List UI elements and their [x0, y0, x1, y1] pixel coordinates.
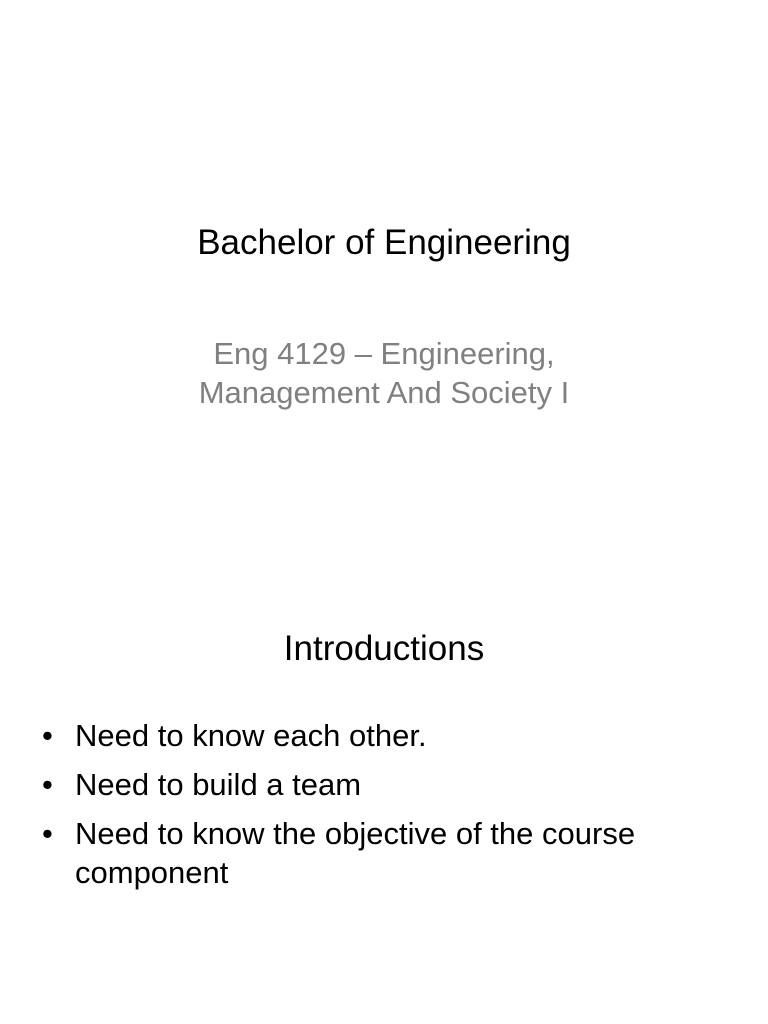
bullet-text: Need to build a team	[75, 767, 362, 802]
bullet-icon: •	[42, 718, 53, 753]
bullet-text: Need to know each other.	[75, 718, 427, 753]
subtitle-line: Eng 4129 – Engineering,	[213, 336, 555, 371]
bullet-list	[42, 716, 742, 902]
bullet-item	[42, 716, 742, 755]
bullet-icon: •	[42, 816, 53, 851]
slide-heading: Introductions	[283, 629, 485, 668]
bullet-text: Need to know the objective of the course component	[75, 816, 636, 890]
bullet-icon: •	[42, 767, 53, 802]
bullet-item	[42, 814, 742, 892]
subtitle-line: Management And Society I	[198, 375, 570, 410]
bullet-item	[42, 765, 742, 804]
slide-subtitle	[0, 334, 768, 412]
slide-title-heading: Bachelor of Engineering	[197, 223, 571, 262]
slide-introductions	[0, 512, 768, 1024]
